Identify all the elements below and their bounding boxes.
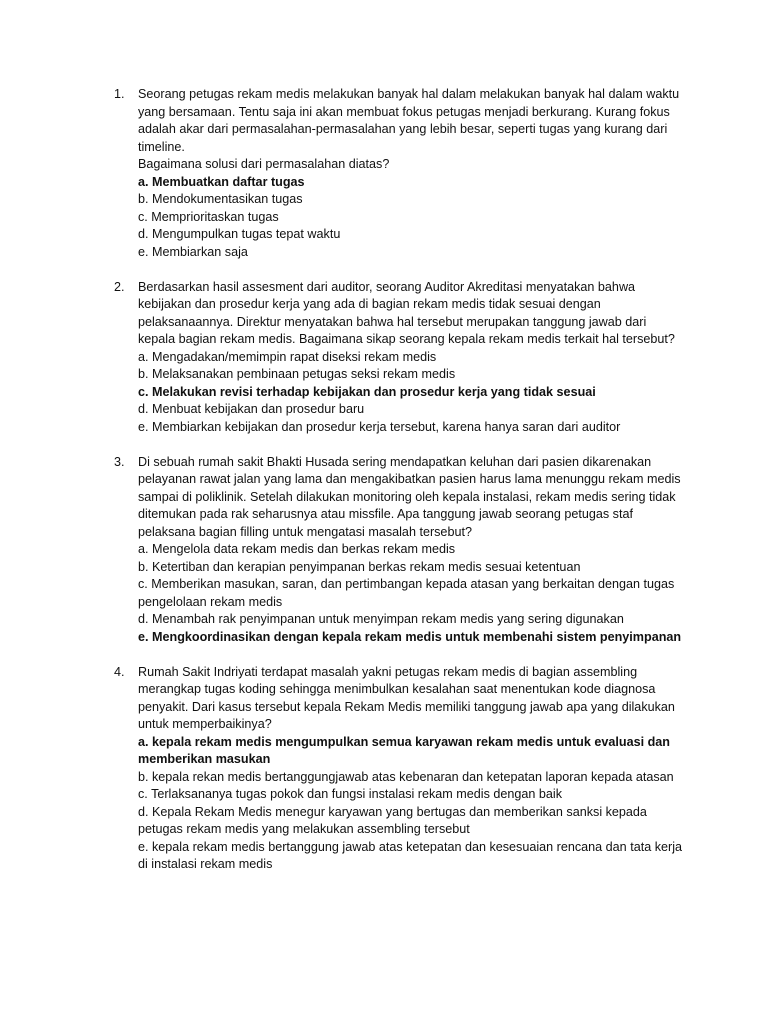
option-b: b. kepala rekan medis bertanggungjawab atas kebenaran dan ketepatan laporan kepada atasan (138, 769, 674, 784)
option-b: b. Ketertiban dan kerapian penyimpanan berkas rekam medis sesuai ketentuan (138, 559, 581, 574)
option-list (138, 734, 684, 874)
question-list (114, 86, 684, 891)
question-text: Rumah Sakit Indriyati terdapat masalah yakni petugas rekam medis di bagian assembling merangkap tugas koding sehingga menimbulkan kesalahan saat menentukan kode diagnosa penyakit. Dari kasus tersebut kepala Rekam Medis memiliki tanggung jawab apa yang dilakukan untuk memperbaikinya? (138, 664, 675, 731)
question-number: 1. (114, 87, 125, 101)
option-b: b. Mendokumentasikan tugas (138, 192, 303, 206)
option-a: a. Mengelola data rekam medis dan berkas rekam medis (138, 542, 456, 556)
question-1 (114, 86, 684, 261)
option-list (138, 541, 684, 646)
question-text: Seorang petugas rekam medis melakukan banyak hal dalam melakukan banyak hal dalam waktu yang bersamaan. Tentu saja ini akan membuat fokus petugas menjadi berkurang. Kurang fokus adalah akar dari permasalahan-permasalahan yang lebih besar, seperti tugas yang kurang dari timeline. (138, 87, 680, 154)
question-3 (114, 454, 684, 647)
question-text: Di sebuah rumah sakit Bhakti Husada sering mendapatkan keluhan dari pasien dikarenakan pelayanan rawat jalan yang lama dan mengakibatkan pasien harus lama menunggu rekam medis sampai di poliklinik. Setelah dilakukan monitoring oleh kepala instalasi, rekam medis sering tidak ditemukan pada rak seharusnya atau missfile. Apa tanggung jawab seorang petugas staf pelaksana bagian filling untuk mengatasi masalah tersebut? (138, 454, 681, 539)
option-d: d. Menbuat kebijakan dan prosedur baru (138, 402, 365, 416)
question-text: Berdasarkan hasil assesment dari auditor, seorang Auditor Akreditasi menyatakan bahwa kebijakan dan prosedur kerja yang ada di bagian rekam medis tidak sesuai dengan pelaksanaannya. Direktur menyatakan bahwa hal tersebut merupakan tanggung jawab dari kepala bagian rekam medis. Bagaimana sikap seorang kepala rekam medis terkait hal tersebut? (138, 279, 675, 346)
question-4 (114, 664, 684, 874)
option-list (138, 349, 684, 437)
option-a: a. Mengadakan/memimpin rapat diseksi rekam medis (138, 349, 437, 364)
option-c-correct: c. Melakukan revisi terhadap kebijakan dan prosedur kerja yang tidak sesuai (138, 384, 596, 399)
option-d: d. Menambah rak penyimpanan untuk menyimpan rekam medis yang sering digunakan (138, 612, 624, 626)
option-d: d. Mengumpulkan tugas tepat waktu (138, 227, 341, 241)
option-e: e. Membiarkan saja (138, 244, 248, 259)
option-d: d. Kepala Rekam Medis menegur karyawan yang bertugas dan memberikan sanksi kepada petugas rekam medis yang melakukan assembling tersebut (138, 804, 647, 836)
question-prompt: Bagaimana solusi dari permasalahan diatas? (138, 157, 390, 171)
question-number: 4. (114, 664, 125, 679)
option-c: c. Memberikan masukan, saran, dan pertimbangan kepada atasan yang berkaitan dengan tugas pengelolaan rekam medis (138, 577, 675, 609)
option-e: e. kepala rekam medis bertanggung jawab atas ketepatan dan kesesuaian rencana dan tata kerja di instalasi rekam medis (138, 839, 682, 871)
option-c: c. Terlaksananya tugas pokok dan fungsi instalasi rekam medis dengan baik (138, 787, 563, 801)
option-c: c. Memprioritaskan tugas (138, 209, 279, 224)
option-a-correct: a. kepala rekam medis mengumpulkan semua karyawan rekam medis untuk evaluasi dan memberikan masukan (138, 734, 670, 766)
question-number: 3. (114, 454, 125, 469)
option-e: e. Membiarkan kebijakan dan prosedur kerja tersebut, karena hanya saran dari auditor (138, 419, 621, 434)
question-2 (114, 279, 684, 437)
option-b: b. Melaksanakan pembinaan petugas seksi rekam medis (138, 367, 456, 381)
option-e-correct: e. Mengkoordinasikan dengan kepala rekam medis untuk membenahi sistem penyimpanan (138, 629, 682, 644)
option-a-correct: a. Membuatkan daftar tugas (138, 174, 305, 189)
question-number: 2. (114, 279, 125, 294)
option-list (138, 174, 684, 262)
